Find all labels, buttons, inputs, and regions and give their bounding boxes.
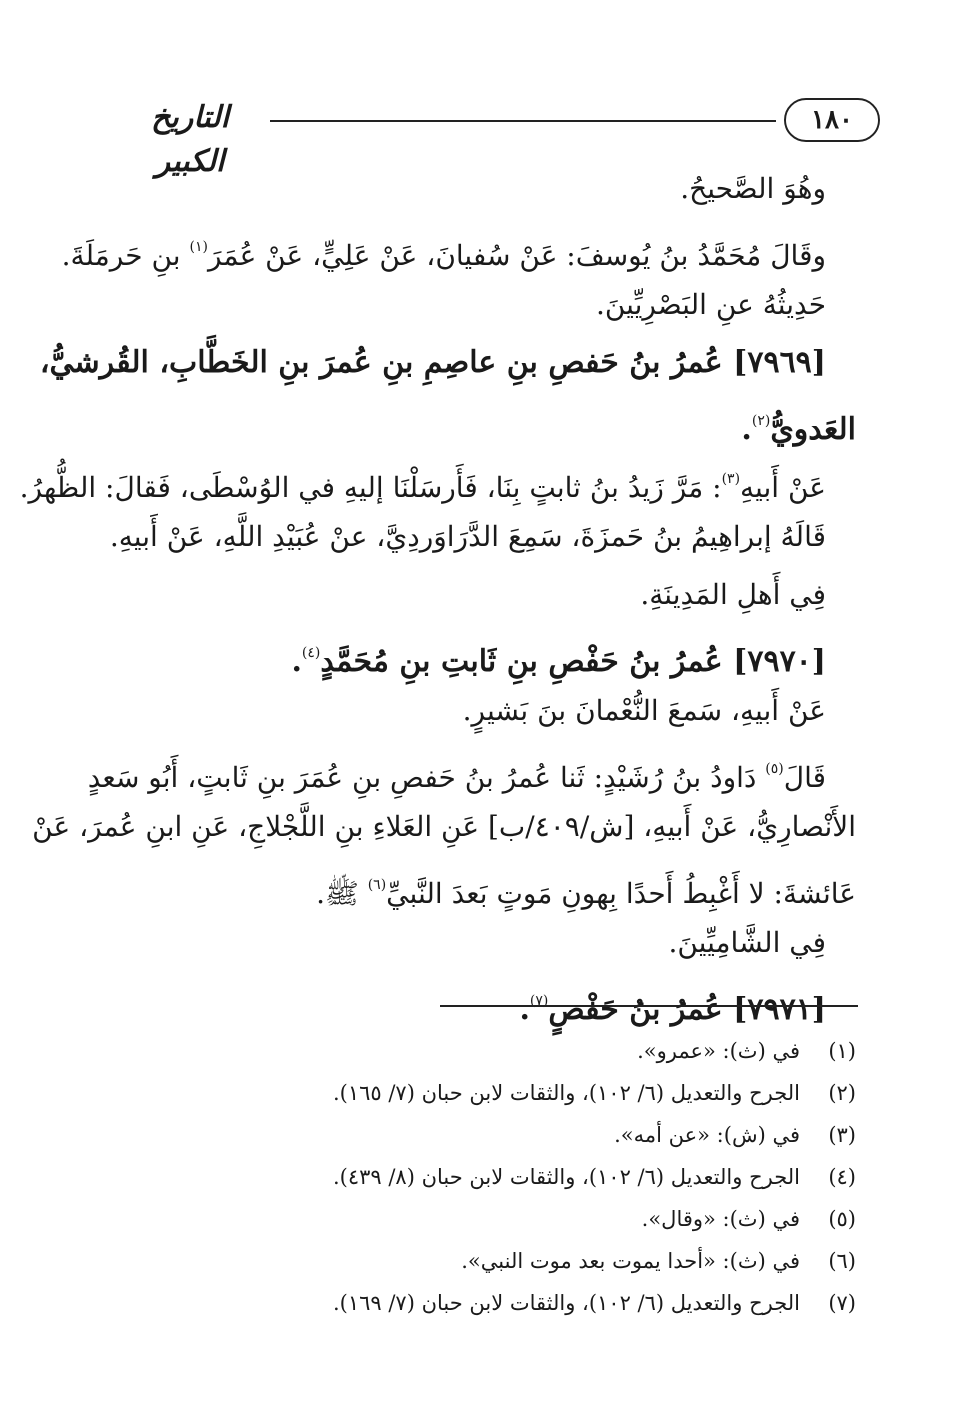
footnote-text: الجرح والتعديل (٦/ ١٠٢)، والثقات لابن حبان (٨/ ٤٣٩). <box>332 1165 800 1189</box>
text-line <box>61 218 856 276</box>
text-line <box>116 276 856 334</box>
text-line <box>116 914 856 972</box>
footnote-number: (٢) <box>828 1081 856 1105</box>
footnote <box>116 1114 856 1156</box>
footnote-text: في (ث): «أحدا يموت بعد موت النبي». <box>461 1249 800 1273</box>
entry-heading <box>39 334 856 392</box>
footnote-text: في (ث): «وقال». <box>641 1207 800 1231</box>
footnote-ref: (٧) <box>529 993 549 1009</box>
footnote <box>116 1156 856 1198</box>
line-text: عَنْ أَبيهِ <box>740 471 826 504</box>
footnote-text: في (ث): «عمرو». <box>637 1039 800 1063</box>
footnote <box>116 1030 856 1072</box>
line-text: العَدويُّ <box>770 412 856 447</box>
footnote-rule <box>440 1005 858 1007</box>
book-title: التاريخ الكبير <box>151 100 229 179</box>
line-tail: . <box>519 992 530 1027</box>
entry-heading <box>116 624 856 682</box>
line-text: [٧٩٧٠] عُمرُ بنُ حَفْصِ بنِ ثَابتِ بنِ مُحَمَّدٍ <box>320 644 826 679</box>
footnote-ref: (٤) <box>301 645 321 661</box>
text-line <box>19 450 856 508</box>
footnote-number: (٣) <box>828 1123 856 1147</box>
line-text: قَالَ <box>783 761 826 794</box>
page-header <box>120 96 880 179</box>
line-text: فِي أَهلِ المَدِينَةِ. <box>640 578 826 611</box>
footnote-number: (٧) <box>828 1291 856 1315</box>
footnotes <box>116 1030 856 1324</box>
line-tail: دَاودُ بنُ رُشَيْدٍ: ثَنا عُمرُ بنُ حَفصِ بنِ عُمَرَ بنِ ثَابتٍ، أَبُو سَعدٍ <box>87 761 766 794</box>
text-line <box>109 508 856 566</box>
line-text: وهُوَ الصَّحيحُ. <box>680 172 826 205</box>
line-tail: . <box>741 412 752 447</box>
footnote-number: (٥) <box>828 1207 856 1231</box>
footnote-text: في (ش): «عن أمه». <box>614 1123 800 1147</box>
footnote <box>116 1282 856 1324</box>
line-text: [٧٩٧١] عُمرُ بنُ حَفْصٍ <box>548 992 826 1027</box>
line-tail: : مَرَّ زَيدُ بنُ ثابتٍ بِنَا، فَأَرسَلْنَا إليهِ في الوُسْطَى، فَقالَ: الظُّهرُ. <box>19 471 722 504</box>
header-rule <box>270 120 776 122</box>
entry-heading <box>116 972 856 1030</box>
footnote-ref: (١) <box>189 239 208 255</box>
text-line <box>116 566 856 624</box>
line-text: عَائشةَ: لا أَغْبِطُ أَحدًا بِهونِ مَوتٍ بَعدَ النَّبيِّ <box>386 877 856 910</box>
footnote <box>116 1240 856 1282</box>
footnote-ref: (٥) <box>765 761 784 777</box>
text-line <box>87 740 856 798</box>
footnote <box>116 1072 856 1114</box>
footnote-ref: (٣) <box>721 471 741 487</box>
footnote-ref: (٦) <box>367 877 387 893</box>
main-text <box>19 160 856 1030</box>
line-text: عَنْ أَبيهِ، سَمعَ النُّعْمانَ بنَ بَشيرٍ. <box>462 694 826 727</box>
footnote-number: (١) <box>828 1039 856 1063</box>
line-tail: بنِ حَرمَلَةَ. <box>61 239 190 272</box>
line-text: الأَنْصارِيُّ، عَنْ أَبيهِ، [ش/٤٠٩/ب] عَنِ العَلاءِ بنِ اللَّجْلاجِ، عَنِ ابنِ عُمرَ، عَنْ <box>32 810 856 843</box>
line-text: قَالَهُ إبراهِيمُ بنُ حَمزَةَ، سَمِعَ الدَّرَاوَردِيَّ، عنْ عُبَيْدِ اللَّهِ، عَنْ أَبيهِ. <box>109 520 826 553</box>
footnote-ref: (٢) <box>751 413 771 429</box>
page-number: ١٨٠ <box>784 98 880 142</box>
line-text: وقَالَ مُحَمَّدُ بنُ يُوسفَ: عَنْ سُفيانَ، عَنْ عَلِيٍّ، عَنْ عُمَرَ <box>207 239 826 272</box>
footnote-text: الجرح والتعديل (٦/ ١٠٢)، والثقات لابن حبان (٧/ ١٦٥). <box>332 1081 800 1105</box>
line-tail: ﷺ. <box>316 877 368 910</box>
text-line <box>116 160 856 218</box>
text-line <box>116 682 856 740</box>
text-line <box>116 856 856 914</box>
line-text: حَدِيثُهُ عنِ البَصْرِيِّينَ. <box>595 288 826 321</box>
text-line <box>32 798 856 856</box>
line-tail: . <box>291 644 302 679</box>
footnote-text: الجرح والتعديل (٦/ ١٠٢)، والثقات لابن حبان (٧/ ١٦٩). <box>332 1291 800 1315</box>
footnote-number: (٦) <box>828 1249 856 1273</box>
footnote-number: (٤) <box>828 1165 856 1189</box>
line-text: [٧٩٦٩] عُمرُ بنُ حَفصِ بنِ عاصِمِ بنِ عُمرَ بنِ الخَطَّابِ، القُرشيُّ، <box>39 345 826 380</box>
footnote <box>116 1198 856 1240</box>
entry-heading-cont <box>116 392 856 450</box>
line-text: فِي الشَّامِيِّينَ. <box>668 926 826 959</box>
